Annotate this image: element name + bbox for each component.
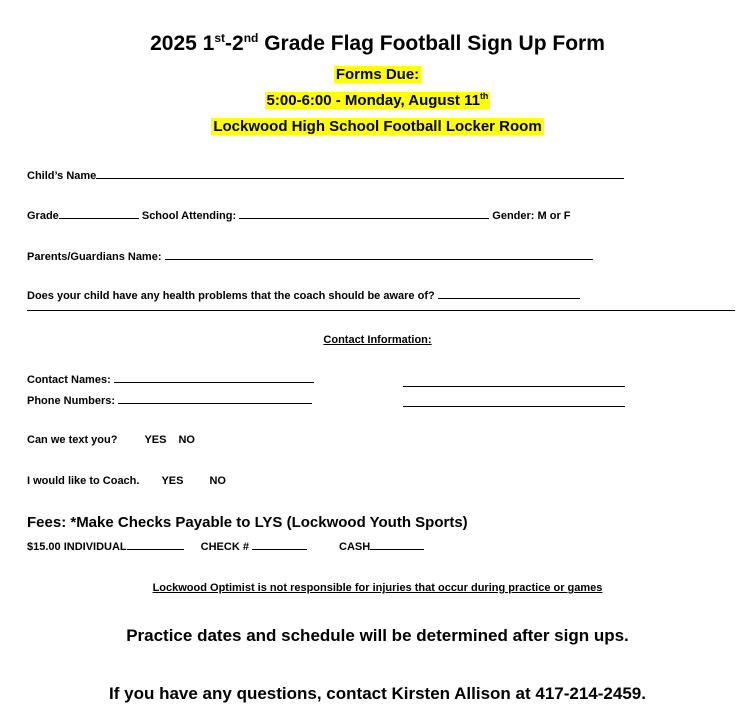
grade-school-row [27,209,571,222]
parents-row [27,250,593,263]
contact-heading: Contact Information: [323,334,432,346]
phone-field-1[interactable] [118,394,312,404]
due-time-highlight [265,92,491,109]
text-yes-option[interactable]: YES [144,434,167,446]
contact-names-label: Contact Names: [27,374,114,386]
title-mid: -2 [225,32,244,55]
parents-label: Parents/Guardians Name: [27,251,165,263]
title-sup-nd: nd [243,31,259,45]
phone-numbers-label: Phone Numbers: [27,395,119,407]
form-title [0,31,755,56]
coach-yes-option[interactable]: YES [161,475,184,487]
phone-numbers-row [27,394,312,407]
health-label: Does your child have any health problems that the coach should be aware of? [27,290,438,302]
title-year: 2025 1 [150,32,215,55]
grade-field[interactable] [59,209,139,219]
contact-names-row [27,373,314,386]
practice-note: Practice dates and schedule will be determined after sign ups. [126,626,629,645]
due-time-text: 5:00-6:00 - Monday, August 11 [266,92,480,109]
text-no-option[interactable]: NO [178,434,195,446]
coach-row [27,475,226,487]
forms-due-label [0,66,755,84]
check-label: CHECK # [200,541,252,553]
cash-label: CASH [339,541,371,553]
check-number-field[interactable] [252,540,307,550]
school-label: School Attending: [138,210,240,222]
child-name-label: Child’s Name [27,170,97,182]
due-place [0,118,755,136]
coach-no-option[interactable]: NO [209,475,226,487]
text-label: Can we text you? [27,434,118,446]
grade-label: Grade [27,210,59,222]
health-field[interactable] [438,289,580,299]
health-row [27,289,580,302]
injury-disclaimer: Lockwood Optimist is not responsible for injuries that occur during practice or games [152,582,603,594]
title-sup-st: st [214,31,226,45]
section-divider [27,310,735,311]
cash-field[interactable] [370,540,424,550]
school-field[interactable] [239,209,489,219]
text-row [27,434,195,446]
gender-label: Gender: M or F [489,210,571,222]
forms-due-highlight: Forms Due: [335,66,420,83]
individual-field[interactable] [127,540,184,550]
individual-label: $15.00 INDIVIDUAL [27,541,127,553]
phone-field-2[interactable] [403,406,625,407]
fees-row [27,540,424,553]
questions-contact: If you have any questions, contact Kirsten Allison at 417-214-2459. [109,684,646,703]
due-time [0,91,755,110]
title-rest: Grade Flag Football Sign Up Form [258,32,605,55]
child-name-row [27,169,624,182]
due-place-highlight: Lockwood High School Football Locker Room [213,118,542,135]
due-time-sup: th [479,91,489,101]
contact-name-field-1[interactable] [114,373,314,383]
parents-field[interactable] [165,250,593,260]
coach-label: I would like to Coach. [27,475,140,487]
child-name-field[interactable] [96,169,624,179]
contact-name-field-2[interactable] [403,386,625,387]
fees-title: Fees: *Make Checks Payable to LYS (Lockwood Youth Sports) [27,514,468,531]
